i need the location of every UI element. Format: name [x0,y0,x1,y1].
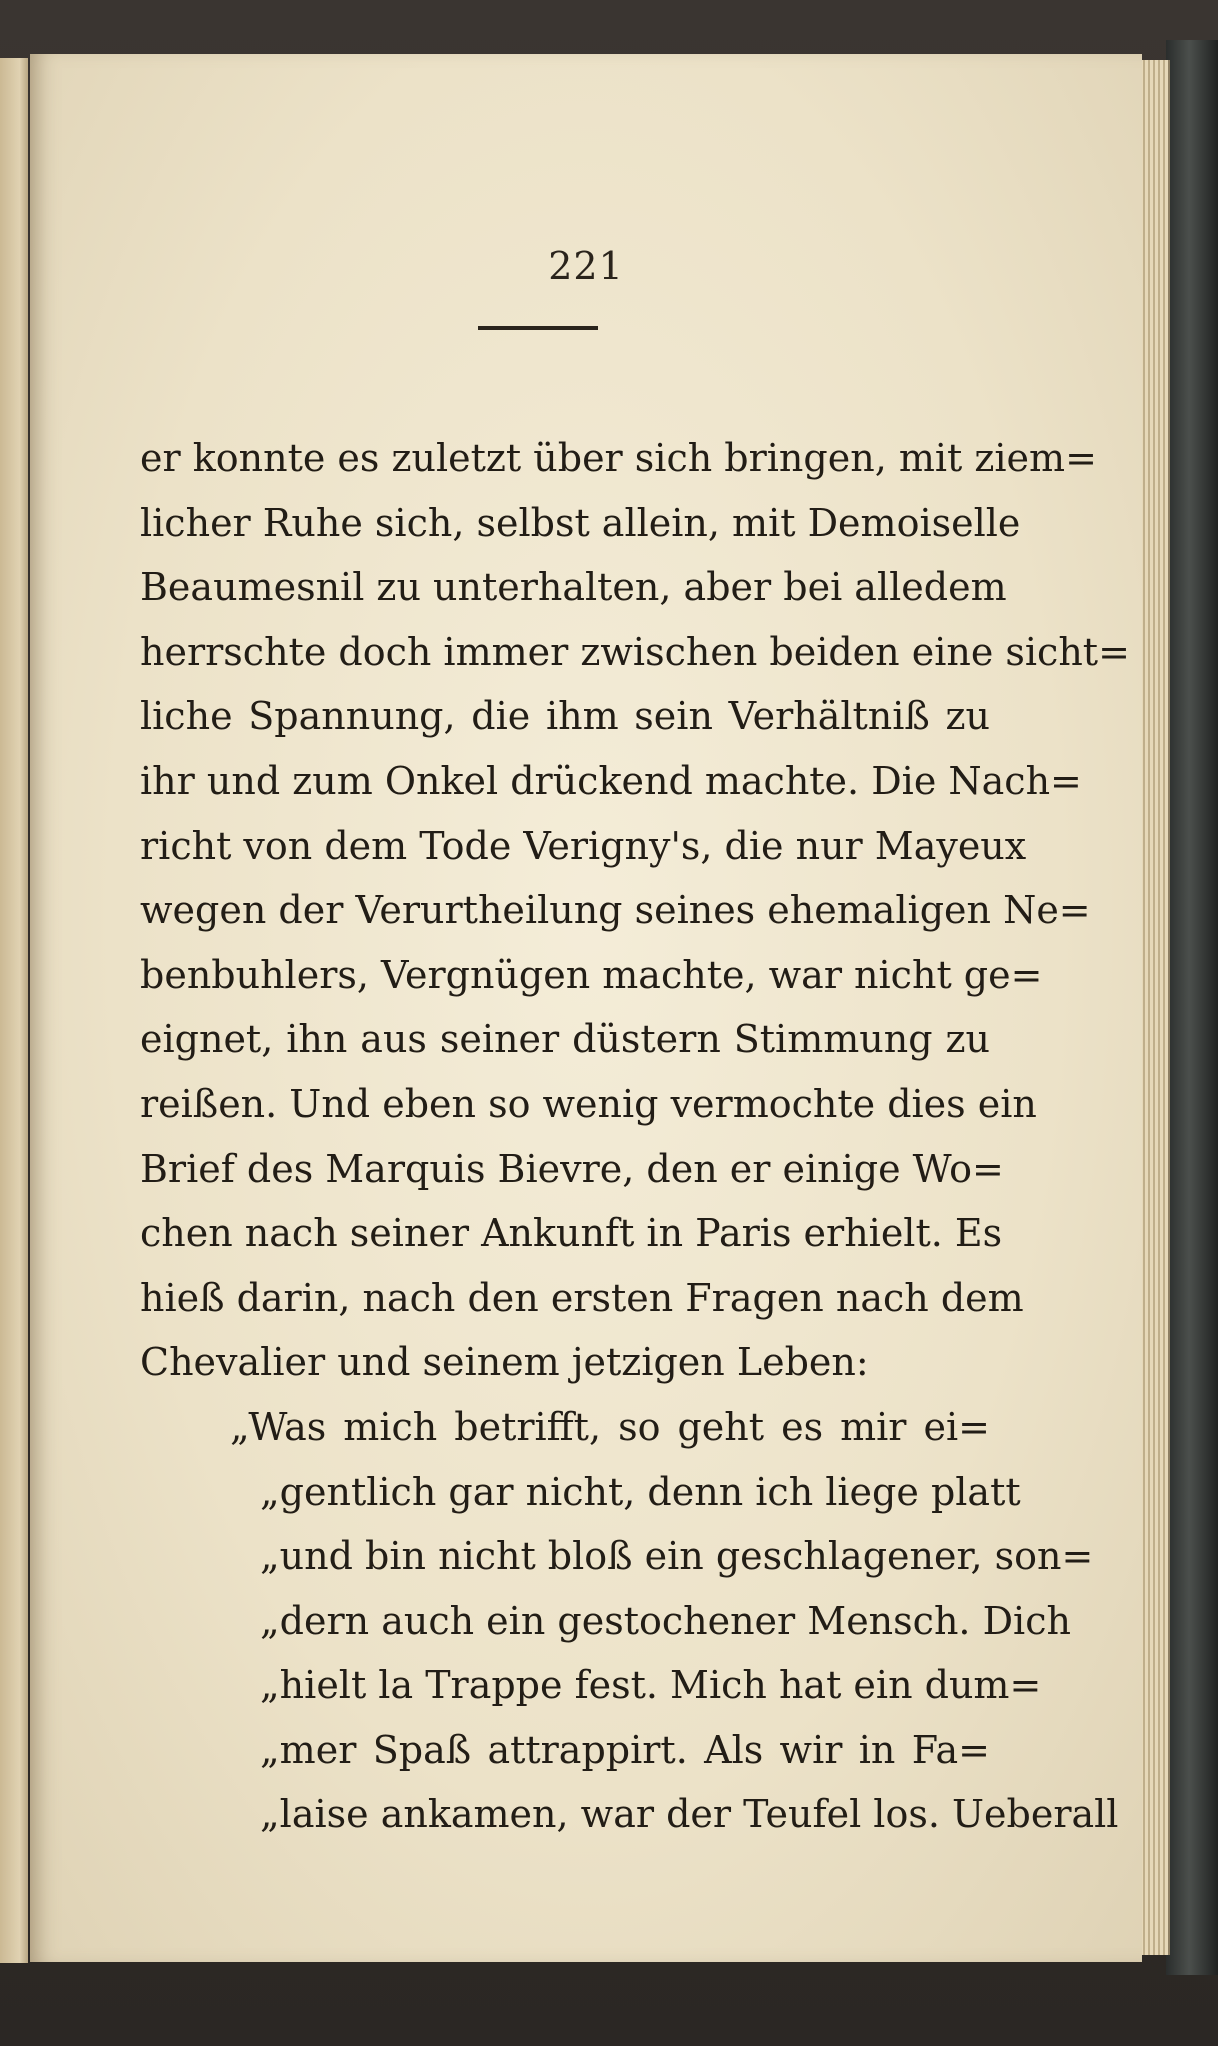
header-rule [478,326,598,330]
page-number: 221 [548,244,624,288]
quote-line: „hielt la Trappe fest. Mich hat ein dum= [260,1663,1042,1708]
book-page [30,54,1142,1962]
quote-line: „Was mich betrifft, so geht es mir ei= [230,1404,990,1449]
text-line: eignet, ihn aus seiner düstern Stimmung zu [140,1017,990,1062]
text-line: ihr und zum Onkel drückend machte. Die Nach= [140,758,1082,803]
text-line: wegen der Verurtheilung seines ehemaligen Ne= [140,888,1091,933]
text-line: licher Ruhe sich, selbst allein, mit Demoiselle [140,500,1021,545]
quote-line: „gentlich gar nicht, denn ich liege platt [260,1469,1021,1514]
text-line: liche Spannung, die ihm sein Verhältniß zu [140,694,990,739]
quote-line: „mer Spaß attrappirt. Als wir in Fa= [260,1727,990,1772]
text-line: herrschte doch immer zwischen beiden eine sicht= [140,629,1130,674]
book-cover-edge [1166,40,1218,1975]
text-line: chen nach seiner Ankunft in Paris erhielt. Es [140,1211,1003,1256]
previous-page-edge [0,58,28,1963]
page-body-text [140,426,1130,1847]
text-line: er konnte es zuletzt über sich bringen, mit ziem= [140,436,1097,480]
text-line: benbuhlers, Vergnügen machte, war nicht ge= [140,952,1043,997]
text-line: Chevalier und seinem jetzigen Leben: [140,1340,869,1385]
text-line: Brief des Marquis Bievre, den er einige Wo= [140,1146,1004,1191]
text-line: hieß darin, nach den ersten Fragen nach dem [140,1275,1024,1320]
quote-line: „laise ankamen, war der Teufel los. Ueberall [260,1792,1119,1837]
text-line: richt von dem Tode Verigny's, die nur Mayeux [140,823,1027,868]
quote-line: „dern auch ein gestochener Mensch. Dich [260,1598,1071,1643]
quote-line: „und bin nicht bloß ein geschlagener, son= [260,1534,1094,1579]
text-line: Beaumesnil zu unterhalten, aber bei alledem [140,565,1007,610]
text-line: reißen. Und eben so wenig vermochte dies ein [140,1081,1037,1126]
